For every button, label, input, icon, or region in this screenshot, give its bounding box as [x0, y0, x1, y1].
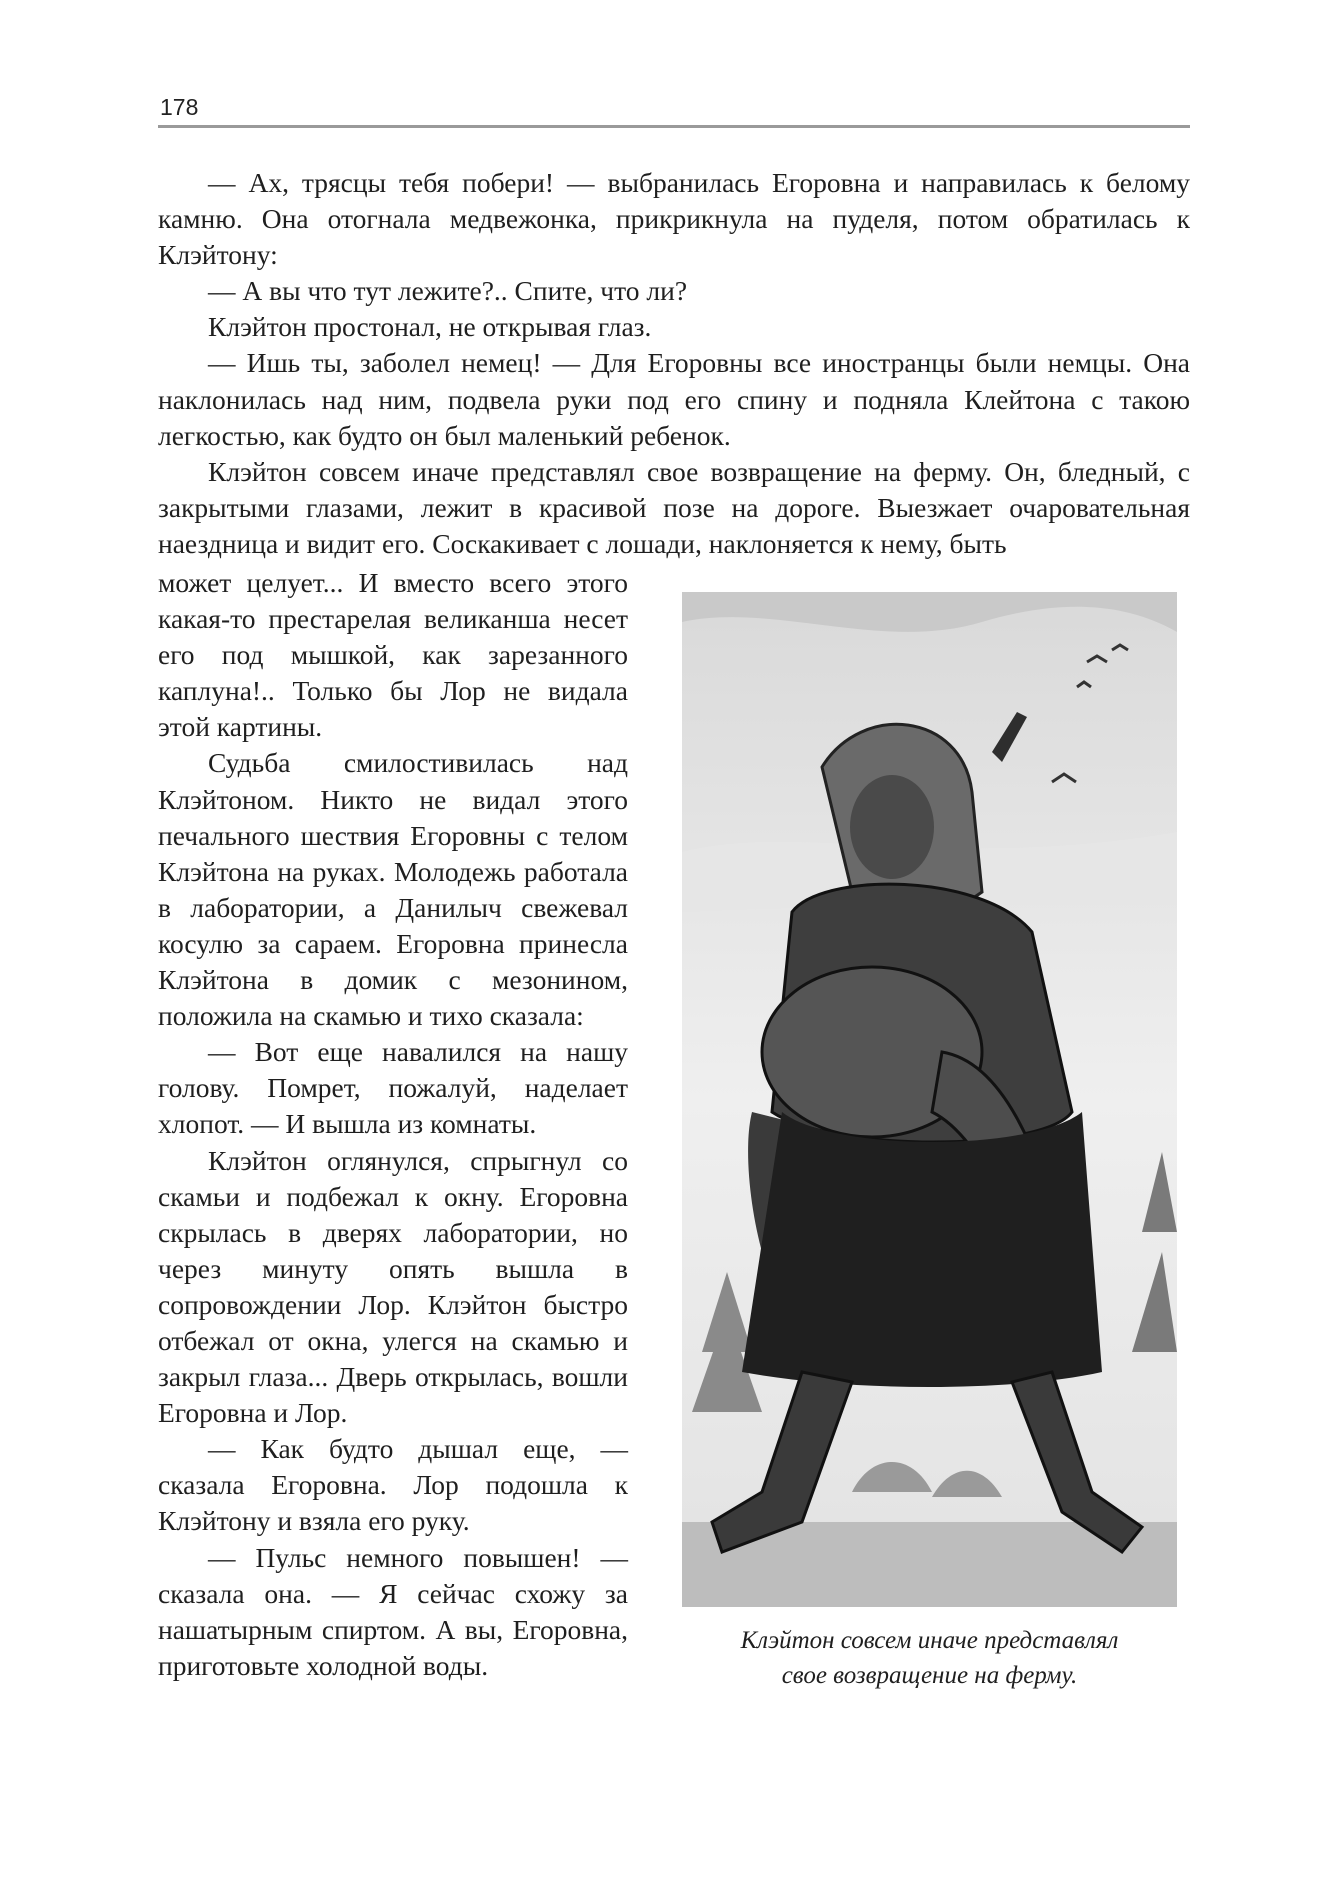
paragraph: Судьба смилостивилась над Клэйтоном. Никто не видал этого печального шествия Егоровны с телом Клэйтона на руках. Молодежь работала в лаборатории, а Данилыч свежевал косулю за сараем. Егоровна принесла Клэйтона в домик с мезонином, положила на скамью и тихо сказала:: [158, 747, 628, 1032]
caption-line: свое возвращение на ферму.: [781, 1662, 1078, 1689]
left-column-text: [158, 565, 628, 1684]
paragraph: — А вы что тут лежите?.. Спите, что ли?: [208, 275, 688, 307]
full-width-text: [158, 165, 1190, 562]
illustration-caption: [682, 1623, 1177, 1693]
illustration: [682, 592, 1177, 1607]
illustration-drawing: [682, 592, 1177, 1607]
paragraph: — Как будто дышал еще, — сказала Егоровна. Лор подошла к Клэйтону и взяла его руку.: [158, 1433, 628, 1537]
paragraph: — Ишь ты, заболел немец! — Для Егоровны все иностранцы были немцы. Она наклонилась над ним, подвела руки под его спину и подняла Клейтона с такою легкостью, как будто он был маленький ребенок.: [158, 347, 1190, 451]
paragraph: — Пульс немного повышен! — сказала она. — Я сейчас схожу за нашатырным спиртом. А вы, Егоровна, приготовьте холодной воды.: [158, 1541, 628, 1681]
paragraph: — Вот еще навалился на нашу голову. Помрет, пожалуй, наделает хлопот. — И вышла из комнаты.: [158, 1036, 628, 1140]
header-rule: [158, 125, 1190, 128]
skirt: [742, 1112, 1102, 1387]
caption-line: Клэйтон совсем иначе представлял: [740, 1627, 1119, 1654]
paragraph: Клэйтон совсем иначе представлял свое возвращение на ферму. Он, бледный, с закрытыми глазами, лежит в красивой позе на дороге. Выезжает очаровательная наездница и видит его. Соскакивает с лошади, наклоняется к нему, быть: [158, 455, 1190, 559]
paragraph: Клэйтон оглянулся, спрыгнул со скамьи и подбежал к окну. Егоровна скрылась в дверях лаборатории, но через минуту опять вышла в сопровождении Лор. Клэйтон быстро отбежал от окна, улегся на скамью и закрыл глаза... Дверь открылась, вошли Егоровна и Лор.: [158, 1144, 628, 1429]
paragraph: может целует... И вместо всего этого какая-то престарелая великанша несет его под мышкой, как зарезанного каплуна!.. Только бы Лор не видала этой картины.: [158, 567, 628, 743]
face: [850, 775, 934, 879]
paragraph: — Ах, трясцы тебя побери! — выбранилась Егоровна и направилась к белому камню. Она отогнала медвежонка, прикрикнула на пуделя, потом обратилась к Клэйтону:: [158, 167, 1190, 271]
page-number: 178: [160, 94, 199, 120]
paragraph: Клэйтон простонал, не открывая глаз.: [208, 311, 652, 343]
